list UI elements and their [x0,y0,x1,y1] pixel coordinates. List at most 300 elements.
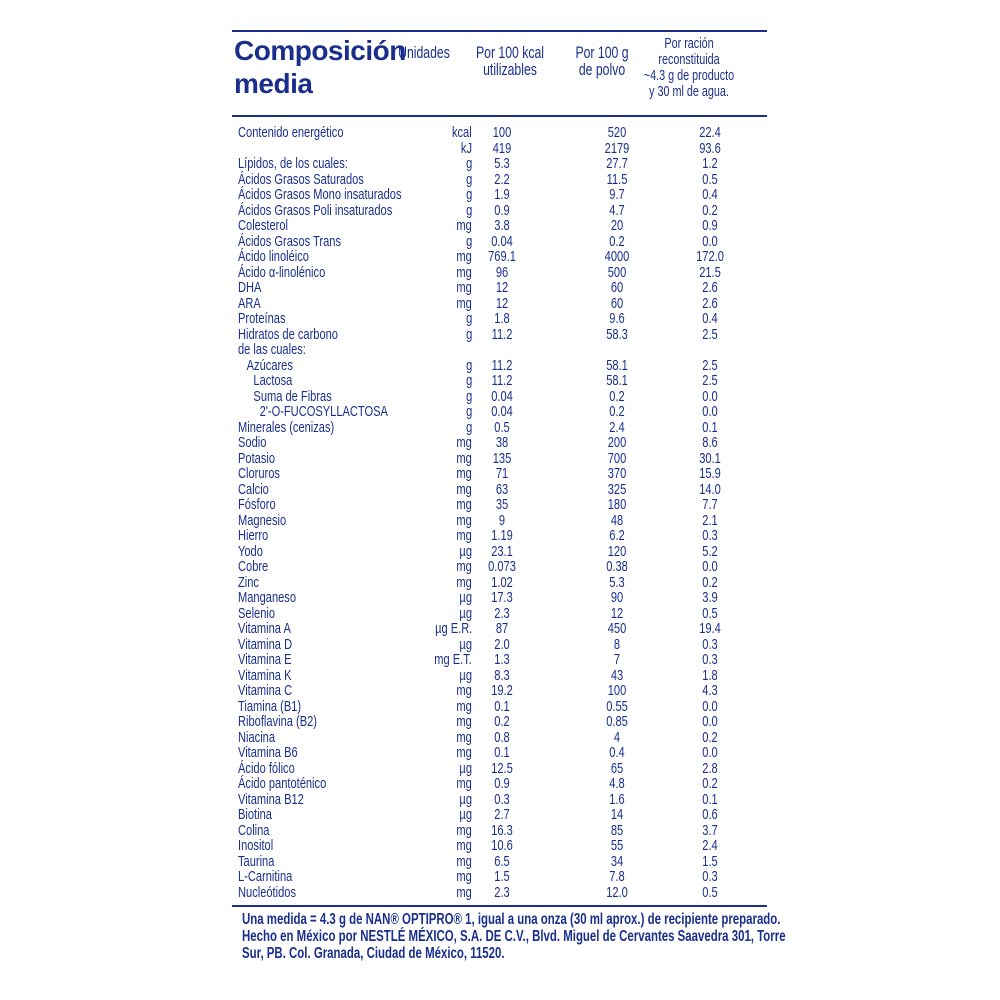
value-per-serving: 0.0 [702,232,718,250]
value-per-serving: 7.7 [702,496,718,513]
nutrient-label: Vitamina B12 [238,790,304,808]
value-per-serving: 0.1 [702,790,718,808]
value-per-serving: 0.2 [702,728,718,746]
footer-line-2: Hecho en México por NESTLÉ MÉXICO, S.A. DE C.V., Blvd. Miguel de Cervantes Saavedra 301, Torre [242,928,786,945]
value-per-100g: 9.7 [609,186,625,203]
value-per-100g: 100 [607,682,627,699]
value-per-100kcal: 11.2 [491,372,513,389]
nutrient-label: de las cuales: [238,341,306,358]
value-per-100kcal: 12 [495,279,509,296]
nutrient-label: Ácido pantoténico [238,775,327,792]
table-row [232,404,767,420]
table-row [232,497,767,513]
nutrient-label: Zinc [238,573,259,591]
unit-cell: mg [456,279,472,296]
value-per-100g: 20 [610,217,624,234]
nutrient-label: Magnesio [238,511,287,529]
table-row [232,451,767,467]
unit-cell: mg E.T. [434,651,472,668]
value-per-100kcal: 5.3 [494,155,510,172]
unit-cell: mg [456,744,472,761]
value-per-100kcal: 2.3 [494,883,510,901]
nutrient-label: Inositol [238,837,274,854]
unit-cell: mg [456,573,472,591]
value-per-100kcal: 0.04 [491,232,513,250]
table-row [232,575,767,591]
unit-cell: µg [459,604,472,622]
table-row [232,838,767,854]
nutrient-label: Ácido fólico [238,759,295,777]
value-per-100g: 200 [607,434,627,451]
value-per-serving: 14.0 [699,480,721,498]
value-per-100kcal: 63 [495,480,509,498]
value-per-serving: 2.1 [702,511,718,529]
value-per-100kcal: 0.1 [494,697,510,715]
table-row [232,389,767,405]
value-per-100kcal: 0.04 [491,387,513,405]
value-per-serving: 3.9 [702,589,718,606]
value-per-100kcal: 38 [495,434,509,451]
table-row [232,125,767,141]
value-per-100g: 7.8 [609,868,625,885]
unit-cell: g [465,186,472,203]
value-per-serving: 22.4 [699,124,721,141]
unit-cell: mg [456,697,472,715]
nutrient-label: Fósforo [238,496,276,513]
value-per-serving: 5.2 [702,542,718,560]
value-per-100g: 0.38 [606,558,628,575]
value-per-serving: 2.5 [702,356,718,374]
value-per-serving: 1.8 [702,666,718,684]
value-per-100g: 325 [607,480,627,498]
unit-cell: mg [456,294,472,312]
value-per-serving: 2.6 [702,279,718,296]
nutrient-label: Vitamina A [238,620,291,637]
value-per-100g: 4.7 [609,201,625,219]
table-row [232,807,767,823]
value-per-serving: 0.3 [702,651,718,668]
nutrient-label: Nucleótidos [238,883,297,901]
value-per-serving: 1.2 [702,155,718,172]
value-per-100g: 4.8 [609,775,625,792]
table-row [232,296,767,312]
value-per-100g: 4 [613,728,621,746]
nutrient-label: Proteínas [238,310,286,327]
unit-cell: mg [456,558,472,575]
header-per-serving-line-1: Por ración [664,35,714,52]
table-row [232,792,767,808]
value-per-100kcal: 1.9 [494,186,510,203]
value-per-serving: 15.9 [699,465,721,482]
header-per-100kcal [470,44,549,78]
nutrient-label: Contenido energético [238,124,344,141]
table-row [232,637,767,653]
value-per-serving: 2.5 [702,372,718,389]
nutrient-label: Azúcares [238,356,293,374]
value-per-100kcal: 71 [495,465,509,482]
unit-cell: g [465,418,472,436]
table-row [232,172,767,188]
table-row [232,435,767,451]
unit-cell: µg [459,666,472,684]
value-per-serving: 0.4 [702,186,718,203]
value-per-serving: 0.4 [702,310,718,327]
table-row [232,714,767,730]
value-per-serving: 0.5 [702,170,718,188]
value-per-100kcal: 1.8 [494,310,510,327]
value-per-100g: 7 [613,651,621,668]
value-per-100g: 0.55 [606,697,628,715]
value-per-serving: 8.6 [702,434,718,451]
value-per-100kcal: 12 [495,294,509,312]
header-per-serving [635,36,743,100]
table-row [232,823,767,839]
value-per-100kcal: 769.1 [488,248,516,265]
nutrient-label: Manganeso [238,589,297,606]
table-row [232,234,767,250]
value-per-100kcal: 11.2 [491,356,513,374]
nutrient-label: Lactosa [238,372,293,389]
unit-cell: mg [456,775,472,792]
value-per-100kcal: 0.1 [494,744,510,761]
nutrient-label: Ácidos Grasos Poli insaturados [238,201,393,219]
value-per-100g: 1.6 [609,790,625,808]
nutrient-label: Colesterol [238,217,288,234]
value-per-100kcal: 35 [495,496,509,513]
nutrient-label: Riboflavina (B2) [238,713,317,730]
bottom-rule [232,905,767,907]
table-row [232,141,767,157]
nutrient-label: Colina [238,821,270,839]
header-units: Unidades [398,43,450,62]
value-per-serving: 0.3 [702,868,718,885]
value-per-100g: 4000 [604,248,630,265]
value-per-serving: 0.0 [702,558,718,575]
unit-cell: mg [456,248,472,265]
value-per-100g: 43 [610,666,624,684]
unit-cell: µg [459,635,472,653]
title-line-1: Composición [234,35,406,66]
value-per-100kcal: 0.9 [494,201,510,219]
value-per-100g: 58.1 [606,356,628,374]
unit-cell: µg [459,589,472,606]
value-per-100g: 58.1 [606,372,628,389]
value-per-serving: 0.3 [702,527,718,544]
table-row [232,528,767,544]
unit-cell: µg E.R. [434,620,472,637]
value-per-100g: 60 [610,294,624,312]
table-row [232,203,767,219]
table-row [232,761,767,777]
value-per-100kcal: 2.2 [494,170,510,188]
nutrient-label: Yodo [238,542,263,560]
table-row [232,544,767,560]
table-row [232,280,767,296]
nutrient-label: Suma de Fibras [238,387,332,405]
header-per-100g [566,44,638,78]
value-per-100g: 0.85 [606,713,628,730]
value-per-100g: 12 [610,604,624,622]
value-per-100g: 0.2 [609,403,625,420]
table-row [232,745,767,761]
unit-cell: mg [456,728,472,746]
table-row [232,373,767,389]
value-per-100kcal: 419 [492,139,512,157]
value-per-100kcal: 1.3 [494,651,510,668]
value-per-100g: 48 [610,511,624,529]
value-per-100g: 0.2 [609,232,625,250]
unit-cell: mg [456,263,472,281]
table-row [232,699,767,715]
table-row [232,590,767,606]
unit-cell: mg [456,480,472,498]
value-per-serving: 1.5 [702,852,718,870]
value-per-serving: 19.4 [699,620,721,637]
value-per-100kcal: 2.3 [494,604,510,622]
value-per-100kcal: 8.3 [494,666,510,684]
value-per-100g: 450 [607,620,627,637]
value-per-serving: 0.0 [702,697,718,715]
header-per-100g-line-1: Por 100 g [575,43,629,62]
unit-cell: g [465,232,472,250]
nutrient-label: 2'-O-FUCOSYLLACTOSA [238,403,388,420]
unit-cell: mg [456,852,472,870]
title-line-2: media [234,68,313,99]
table-row [232,885,767,901]
unit-cell: mg [456,449,472,467]
value-per-100g: 90 [610,589,624,606]
value-per-100kcal: 10.6 [491,837,513,854]
unit-cell: mg [456,713,472,730]
nutrient-label: Niacina [238,728,276,746]
nutrient-label: Taurina [238,852,275,870]
table-row [232,513,767,529]
header-rule [232,115,767,117]
unit-cell: g [465,155,472,172]
nutrient-label: Cloruros [238,465,280,482]
table-row [232,342,767,358]
unit-cell: mg [456,868,472,885]
table-row [232,218,767,234]
value-per-100g: 11.5 [606,170,628,188]
value-per-100kcal: 11.2 [491,325,513,343]
value-per-100kcal: 0.8 [494,728,510,746]
value-per-100kcal: 0.5 [494,418,510,436]
value-per-serving: 0.1 [702,418,718,436]
value-per-100kcal: 12.5 [491,759,513,777]
unit-cell: g [465,310,472,327]
nutrient-label: Sodio [238,434,267,451]
table-row [232,311,767,327]
value-per-100g: 85 [610,821,624,839]
nutrient-label: Lípidos, de los cuales: [238,155,348,172]
nutrition-panel [232,30,786,970]
nutrient-label: Biotina [238,806,272,823]
value-per-serving: 2.5 [702,325,718,343]
value-per-100g: 65 [610,759,624,777]
unit-cell: kJ [460,139,472,157]
header-per-100kcal-line-2: utilizables [483,60,537,79]
table-row [232,327,767,343]
nutrient-label: DHA [238,279,262,296]
value-per-100g: 5.3 [609,573,625,591]
footer-line-3: Sur, PB. Col. Granada, Ciudad de México, 11520. [242,945,505,962]
unit-cell: g [465,372,472,389]
value-per-100kcal: 0.2 [494,713,510,730]
unit-cell: mg [456,527,472,544]
value-per-100g: 2179 [604,139,630,157]
header-per-serving-line-4: y 30 ml de agua. [649,83,729,100]
value-per-serving: 0.0 [702,713,718,730]
table-row [232,776,767,792]
value-per-serving: 0.0 [702,403,718,420]
value-per-100g: 9.6 [609,310,625,327]
value-per-100g: 0.2 [609,387,625,405]
value-per-100kcal: 1.5 [494,868,510,885]
value-per-100kcal: 1.19 [491,527,513,544]
value-per-serving: 0.6 [702,806,718,823]
unit-cell: mg [456,883,472,901]
table-row [232,249,767,265]
table-row [232,482,767,498]
value-per-100kcal: 2.7 [494,806,510,823]
table-row [232,559,767,575]
table-row [232,683,767,699]
nutrient-label: Cobre [238,558,269,575]
value-per-100g: 180 [607,496,627,513]
value-per-100g: 60 [610,279,624,296]
value-per-100g: 55 [610,837,624,854]
unit-cell: mg [456,511,472,529]
value-per-100g: 8 [613,635,621,653]
header-per-100kcal-line-1: Por 100 kcal [475,43,545,62]
nutrient-label: Vitamina D [238,635,293,653]
nutrient-label: Calcio [238,480,269,498]
value-per-serving: 4.3 [702,682,718,699]
table-row [232,730,767,746]
value-per-100kcal: 16.3 [491,821,513,839]
unit-cell: µg [459,542,472,560]
value-per-100g: 120 [607,542,627,560]
table-row [232,187,767,203]
unit-cell: mg [456,434,472,451]
footer-line-1: Una medida = 4.3 g de NAN® OPTIPRO® 1, igual a una onza (30 ml aprox.) de recipiente preparado. [242,911,781,928]
unit-cell: kcal [452,124,472,141]
value-per-serving: 2.8 [702,759,718,777]
value-per-100kcal: 1.02 [491,573,513,591]
header-per-100g-line-2: de polvo [578,60,626,79]
value-per-serving: 21.5 [699,263,721,281]
value-per-100kcal: 96 [495,263,509,281]
value-per-100kcal: 135 [492,449,512,467]
value-per-100kcal: 0.04 [491,403,513,420]
value-per-serving: 30.1 [699,449,721,467]
value-per-100kcal: 17.3 [491,589,513,606]
table-row [232,420,767,436]
nutrient-label: Hierro [238,527,269,544]
nutrient-label: Tiamina (B1) [238,697,302,715]
value-per-100g: 12.0 [606,883,628,901]
value-per-serving: 0.9 [702,217,718,234]
nutrient-label: Ácidos Grasos Saturados [238,170,364,188]
unit-cell: mg [456,837,472,854]
value-per-100g: 14 [610,806,624,823]
value-per-100kcal: 87 [495,620,509,637]
nutrient-label: Minerales (cenizas) [238,418,335,436]
table-row [232,358,767,374]
footer-note [242,911,786,962]
nutrient-label: Vitamina E [238,651,292,668]
nutrient-label: ARA [238,294,261,312]
unit-cell: µg [459,759,472,777]
table-row [232,606,767,622]
unit-cell: mg [456,465,472,482]
unit-cell: mg [456,682,472,699]
unit-cell: mg [456,496,472,513]
value-per-100kcal: 0.9 [494,775,510,792]
value-per-100kcal: 100 [492,124,512,141]
value-per-serving: 0.5 [702,883,718,901]
unit-cell: g [465,387,472,405]
value-per-100g: 370 [607,465,627,482]
nutrient-label: Ácido α-linolénico [238,263,326,281]
value-per-serving: 0.0 [702,387,718,405]
value-per-serving: 93.6 [699,139,721,157]
unit-cell: mg [456,217,472,234]
unit-cell: g [465,356,472,374]
table-row [232,652,767,668]
nutrient-label: Hidratos de carbono [238,325,338,343]
table-row [232,621,767,637]
header-per-serving-line-2: reconstituida [658,51,720,68]
unit-cell: g [465,201,472,219]
table-row [232,668,767,684]
value-per-serving: 0.2 [702,201,718,219]
unit-cell: g [465,403,472,420]
unit-cell: mg [456,821,472,839]
value-per-100kcal: 19.2 [491,682,513,699]
value-per-serving: 0.0 [702,744,718,761]
value-per-100kcal: 23.1 [491,542,513,560]
value-per-100kcal: 0.3 [494,790,510,808]
nutrient-label: Ácido linoléico [238,248,309,265]
value-per-serving: 172.0 [696,248,724,265]
nutrient-label: Vitamina K [238,666,292,684]
value-per-100g: 6.2 [609,527,625,544]
value-per-100kcal: 0.073 [488,558,516,575]
top-rule [232,30,767,32]
value-per-serving: 0.3 [702,635,718,653]
value-per-100g: 520 [607,124,627,141]
nutrient-label: Vitamina C [238,682,293,699]
unit-cell: g [465,170,472,188]
table-row [232,869,767,885]
value-per-100g: 0.4 [609,744,625,761]
value-per-100g: 2.4 [609,418,625,436]
value-per-100kcal: 2.0 [494,635,510,653]
value-per-100kcal: 9 [498,511,506,529]
nutrient-label: Ácidos Grasos Trans [238,232,342,250]
nutrient-label: Vitamina B6 [238,744,298,761]
value-per-serving: 0.5 [702,604,718,622]
value-per-100kcal: 6.5 [494,852,510,870]
value-per-serving: 3.7 [702,821,718,839]
table-row [232,265,767,281]
unit-cell: µg [459,790,472,808]
nutrient-label: Selenio [238,604,276,622]
table-row [232,466,767,482]
nutrient-label: Potasio [238,449,276,467]
